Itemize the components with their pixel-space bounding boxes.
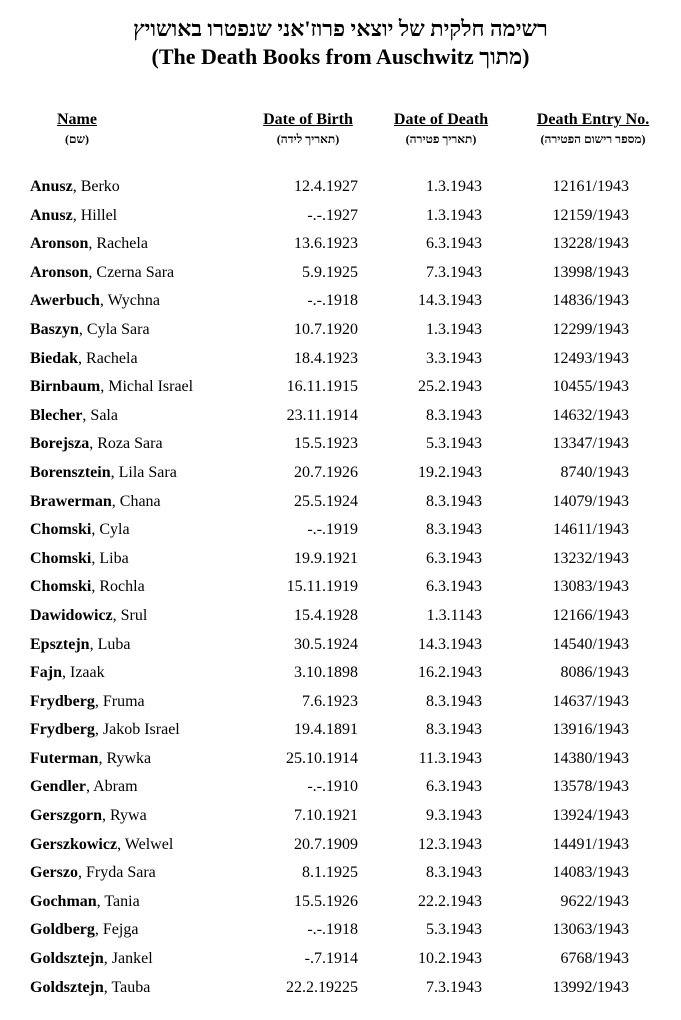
record-death-entry-number: 14632/1943 bbox=[552, 406, 629, 424]
record-name bbox=[30, 235, 148, 253]
record-given-name: , Fejga bbox=[94, 921, 139, 939]
record-given-name: , Luba bbox=[89, 635, 131, 653]
record-name bbox=[30, 264, 174, 282]
record-name bbox=[30, 350, 138, 368]
record-date-of-birth: 19.4.1891 bbox=[294, 721, 358, 739]
record-death-entry-number: 13916/1943 bbox=[552, 721, 629, 739]
record-death-entry-number: 14380/1943 bbox=[552, 749, 629, 767]
record-date-of-death: 8.3.1943 bbox=[426, 692, 482, 710]
record-name bbox=[30, 721, 180, 739]
record-row bbox=[0, 662, 681, 691]
record-surname: Anusz bbox=[30, 178, 73, 195]
record-row bbox=[0, 576, 681, 605]
record-date-of-birth: 3.10.1898 bbox=[294, 664, 358, 682]
record-death-entry-number: 12161/1943 bbox=[552, 178, 629, 195]
record-name bbox=[30, 693, 145, 711]
record-given-name: , Michal Israel bbox=[100, 378, 194, 396]
record-name bbox=[30, 950, 153, 968]
record-date-of-death: 8.3.1943 bbox=[426, 492, 482, 510]
record-surname: Gerszkowicz bbox=[30, 835, 118, 853]
record-surname: Aronson bbox=[30, 263, 89, 281]
record-date-of-birth: 12.4.1927 bbox=[294, 178, 358, 195]
record-date-of-death: 14.3.1943 bbox=[418, 292, 482, 310]
record-date-of-death: 6.3.1943 bbox=[426, 549, 482, 567]
record-death-entry-number: 14491/1943 bbox=[552, 835, 629, 853]
record-row bbox=[0, 433, 681, 462]
record-death-entry-number: 13347/1943 bbox=[552, 435, 629, 453]
record-row bbox=[0, 919, 681, 948]
record-death-entry-number: 13228/1943 bbox=[552, 235, 629, 253]
record-date-of-death: 8.3.1943 bbox=[426, 721, 482, 739]
record-death-entry-number: 12166/1943 bbox=[552, 606, 629, 624]
record-row bbox=[0, 233, 681, 262]
record-death-entry-number: 14637/1943 bbox=[552, 692, 629, 710]
record-given-name: , Chana bbox=[111, 492, 161, 510]
record-name bbox=[30, 864, 156, 882]
record-surname: Biedak bbox=[30, 349, 79, 367]
record-death-entry-number: 8086/1943 bbox=[560, 664, 629, 682]
record-date-of-birth: 7.10.1921 bbox=[294, 807, 358, 825]
record-given-name: , Welwel bbox=[117, 835, 174, 853]
record-date-of-birth: 16.11.1915 bbox=[286, 378, 358, 396]
record-date-of-death: 1.3.1943 bbox=[426, 178, 482, 195]
record-name bbox=[30, 636, 130, 654]
record-surname: Fajn bbox=[30, 664, 62, 682]
record-given-name: , Rywa bbox=[101, 807, 147, 825]
record-death-entry-number: 13924/1943 bbox=[552, 807, 629, 825]
record-date-of-birth: -.7.1914 bbox=[304, 950, 358, 968]
record-surname: Epsztejn bbox=[30, 635, 90, 653]
record-given-name: , Sala bbox=[82, 406, 118, 424]
record-surname: Goldsztejn bbox=[30, 950, 104, 968]
record-given-name: , Srul bbox=[112, 606, 148, 624]
record-row bbox=[0, 348, 681, 377]
record-name bbox=[30, 521, 130, 539]
record-date-of-birth: -.-.1919 bbox=[307, 521, 358, 539]
record-date-of-death: 3.3.1943 bbox=[426, 349, 482, 367]
record-name bbox=[30, 979, 150, 997]
record-given-name: , Rachela bbox=[78, 349, 138, 367]
column-header-date-of-birth-he: (תאריך לידה) bbox=[276, 132, 340, 146]
record-given-name: , Tania bbox=[96, 892, 140, 910]
record-given-name: , Wychna bbox=[99, 292, 160, 310]
record-surname: Chomski bbox=[30, 549, 92, 567]
record-row bbox=[0, 262, 681, 291]
record-given-name: , Cyla bbox=[91, 521, 130, 539]
record-date-of-birth: 23.11.1914 bbox=[286, 406, 358, 424]
record-death-entry-number: 10455/1943 bbox=[552, 378, 629, 396]
record-date-of-birth: -.-.1910 bbox=[307, 778, 358, 796]
record-row bbox=[0, 491, 681, 520]
record-name bbox=[30, 750, 151, 768]
record-date-of-birth: 15.5.1923 bbox=[294, 435, 358, 453]
record-name bbox=[30, 550, 129, 568]
record-date-of-death: 5.3.1943 bbox=[426, 921, 482, 939]
record-date-of-birth: 15.4.1928 bbox=[294, 606, 358, 624]
record-death-entry-number: 13998/1943 bbox=[552, 263, 629, 281]
record-surname: Chomski bbox=[30, 521, 92, 539]
record-date-of-birth: 22.2.19225 bbox=[286, 978, 358, 996]
record-date-of-birth: 13.6.1923 bbox=[294, 235, 358, 253]
record-date-of-birth: 18.4.1923 bbox=[294, 349, 358, 367]
record-date-of-death: 9.3.1943 bbox=[426, 807, 482, 825]
record-name bbox=[30, 407, 118, 425]
record-surname: Gerszo bbox=[30, 864, 78, 882]
column-header-date-of-birth-en: Date of Birth bbox=[263, 111, 353, 128]
column-header-death-entry-en: Death Entry No. bbox=[536, 111, 650, 128]
record-surname: Anusz bbox=[30, 206, 73, 224]
record-given-name: , Fryda Sara bbox=[77, 864, 156, 882]
record-surname: Futerman bbox=[30, 749, 99, 767]
record-date-of-death: 7.3.1943 bbox=[426, 978, 482, 996]
column-header-date-of-death-he: (תאריך פטירה) bbox=[405, 132, 477, 146]
record-date-of-death: 11.3.1943 bbox=[418, 749, 482, 767]
record-death-entry-number: 14083/1943 bbox=[552, 864, 629, 882]
record-date-of-death: 8.3.1943 bbox=[426, 521, 482, 539]
record-date-of-death: 22.2.1943 bbox=[418, 892, 482, 910]
record-surname: Frydberg bbox=[30, 692, 95, 710]
column-header-name-he: (שם) bbox=[65, 132, 89, 146]
record-date-of-death: 6.3.1943 bbox=[426, 578, 482, 596]
record-row bbox=[0, 776, 681, 805]
record-given-name: , Rachela bbox=[88, 235, 148, 253]
record-row bbox=[0, 605, 681, 634]
record-name bbox=[30, 578, 145, 596]
record-row bbox=[0, 719, 681, 748]
record-row bbox=[0, 977, 681, 1006]
record-date-of-birth: 15.5.1926 bbox=[294, 892, 358, 910]
record-name bbox=[30, 607, 147, 625]
record-row bbox=[0, 176, 681, 205]
record-date-of-death: 12.3.1943 bbox=[418, 835, 482, 853]
record-surname: Awerbuch bbox=[30, 292, 100, 310]
record-date-of-death: 6.3.1943 bbox=[426, 778, 482, 796]
record-date-of-death: 5.3.1943 bbox=[426, 435, 482, 453]
record-death-entry-number: 12159/1943 bbox=[552, 206, 629, 224]
record-date-of-death: 14.3.1943 bbox=[418, 635, 482, 653]
record-surname: Borensztein bbox=[30, 463, 111, 481]
record-date-of-birth: 5.9.1925 bbox=[302, 263, 358, 281]
record-given-name: , Roza Sara bbox=[89, 435, 163, 453]
record-death-entry-number: 14836/1943 bbox=[552, 292, 629, 310]
record-surname: Birnbaum bbox=[30, 378, 101, 396]
record-row bbox=[0, 634, 681, 663]
record-row bbox=[0, 462, 681, 491]
record-date-of-birth: 15.11.1919 bbox=[286, 578, 358, 596]
record-row bbox=[0, 548, 681, 577]
record-death-entry-number: 12299/1943 bbox=[552, 320, 629, 338]
record-date-of-death: 6.3.1943 bbox=[426, 235, 482, 253]
record-row bbox=[0, 891, 681, 920]
column-header-date-of-birth bbox=[254, 110, 362, 148]
record-row bbox=[0, 519, 681, 548]
record-given-name: , Rywka bbox=[98, 749, 152, 767]
record-name bbox=[30, 921, 138, 939]
record-date-of-death: 10.2.1943 bbox=[418, 950, 482, 968]
record-row bbox=[0, 290, 681, 319]
record-date-of-death: 1.3.1943 bbox=[426, 320, 482, 338]
record-date-of-birth: -.-.1918 bbox=[307, 921, 358, 939]
record-surname: Goldberg bbox=[30, 921, 95, 939]
record-death-entry-number: 13083/1943 bbox=[552, 578, 629, 596]
record-surname: Chomski bbox=[30, 578, 92, 596]
record-given-name: , Lila Sara bbox=[110, 463, 177, 481]
record-name bbox=[30, 493, 161, 511]
record-surname: Brawerman bbox=[30, 492, 112, 510]
record-name bbox=[30, 207, 117, 225]
record-name bbox=[30, 664, 105, 682]
record-surname: Blecher bbox=[30, 406, 83, 424]
record-date-of-birth: -.-.1927 bbox=[307, 206, 358, 224]
record-date-of-death: 19.2.1943 bbox=[418, 463, 482, 481]
record-date-of-death: 8.3.1943 bbox=[426, 864, 482, 882]
record-death-entry-number: 13063/1943 bbox=[552, 921, 629, 939]
hebrew-title: רשימה חלקית של יוצאי פרוז'אני שנפטרו באושויץ bbox=[133, 16, 548, 41]
record-surname: Baszyn bbox=[30, 320, 79, 338]
record-surname: Borejsza bbox=[30, 435, 90, 453]
record-date-of-birth: 20.7.1909 bbox=[294, 835, 358, 853]
record-row bbox=[0, 691, 681, 720]
record-death-entry-number: 14540/1943 bbox=[552, 635, 629, 653]
record-date-of-birth: 20.7.1926 bbox=[294, 463, 358, 481]
record-date-of-birth: 25.10.1914 bbox=[286, 749, 358, 767]
record-surname: Gochman bbox=[30, 892, 97, 910]
record-row bbox=[0, 748, 681, 777]
record-name bbox=[30, 464, 177, 482]
record-name bbox=[30, 836, 173, 854]
record-row bbox=[0, 834, 681, 863]
record-surname: Gerszgorn bbox=[30, 807, 102, 825]
record-name bbox=[30, 321, 150, 339]
record-given-name: , Hillel bbox=[72, 206, 118, 224]
column-header-date-of-death bbox=[386, 110, 496, 148]
record-given-name: , Jankel bbox=[103, 950, 153, 968]
record-surname: Goldsztejn bbox=[30, 978, 104, 996]
record-given-name: , Izaak bbox=[62, 664, 105, 682]
record-given-name: , Fruma bbox=[94, 692, 145, 710]
column-header-name-en: Name bbox=[57, 111, 97, 128]
record-date-of-birth: 10.7.1920 bbox=[294, 320, 358, 338]
record-name bbox=[30, 178, 120, 196]
record-row bbox=[0, 205, 681, 234]
record-row bbox=[0, 862, 681, 891]
record-row bbox=[0, 805, 681, 834]
record-date-of-birth: 25.5.1924 bbox=[294, 492, 358, 510]
record-death-entry-number: 13578/1943 bbox=[552, 778, 629, 796]
records-list bbox=[0, 176, 681, 1005]
column-header-death-entry bbox=[518, 110, 668, 148]
record-death-entry-number: 9622/1943 bbox=[560, 892, 629, 910]
record-name bbox=[30, 435, 163, 453]
record-given-name: , Cyla Sara bbox=[78, 320, 150, 338]
record-name bbox=[30, 807, 147, 825]
record-death-entry-number: 14079/1943 bbox=[552, 492, 629, 510]
record-date-of-death: 16.2.1943 bbox=[418, 664, 482, 682]
record-date-of-death: 8.3.1943 bbox=[426, 406, 482, 424]
record-surname: Frydberg bbox=[30, 721, 95, 739]
record-row bbox=[0, 319, 681, 348]
column-header-date-of-death-en: Date of Death bbox=[393, 111, 489, 128]
record-name bbox=[30, 292, 160, 310]
record-date-of-birth: 19.9.1921 bbox=[294, 549, 358, 567]
record-given-name: , Tauba bbox=[103, 978, 151, 996]
record-row bbox=[0, 948, 681, 977]
record-date-of-death: 1.3.1943 bbox=[426, 206, 482, 224]
record-given-name: , Rochla bbox=[91, 578, 145, 596]
record-row bbox=[0, 376, 681, 405]
record-death-entry-number: 12493/1943 bbox=[552, 349, 629, 367]
record-death-entry-number: 13232/1943 bbox=[552, 549, 629, 567]
record-given-name: , Jakob Israel bbox=[94, 721, 180, 739]
record-name bbox=[30, 893, 140, 911]
record-given-name: , Liba bbox=[91, 549, 129, 567]
record-date-of-death: 25.2.1943 bbox=[418, 378, 482, 396]
record-name bbox=[30, 778, 138, 796]
record-date-of-birth: 30.5.1924 bbox=[294, 635, 358, 653]
record-death-entry-number: 13992/1943 bbox=[552, 978, 629, 996]
record-given-name: , Czerna Sara bbox=[88, 263, 175, 281]
column-header-name bbox=[52, 110, 102, 148]
record-death-entry-number: 14611/1943 bbox=[553, 521, 629, 539]
record-row bbox=[0, 405, 681, 434]
record-death-entry-number: 6768/1943 bbox=[560, 950, 629, 968]
record-date-of-birth: 8.1.1925 bbox=[302, 864, 358, 882]
record-date-of-birth: 7.6.1923 bbox=[302, 692, 358, 710]
record-surname: Aronson bbox=[30, 235, 89, 253]
record-name bbox=[30, 378, 193, 396]
english-title: (The Death Books from Auschwitz מתוך) bbox=[151, 44, 530, 69]
record-given-name: , Abram bbox=[86, 778, 138, 796]
record-surname: Gendler bbox=[30, 778, 86, 796]
record-date-of-death: 1.3.1143 bbox=[426, 606, 482, 624]
record-date-of-death: 7.3.1943 bbox=[426, 263, 482, 281]
record-death-entry-number: 8740/1943 bbox=[560, 463, 629, 481]
column-header-death-entry-he: (מספר רישום הפטירה) bbox=[540, 132, 646, 146]
record-given-name: , Berko bbox=[72, 178, 120, 195]
record-surname: Dawidowicz bbox=[30, 606, 113, 624]
record-date-of-birth: -.-.1918 bbox=[307, 292, 358, 310]
